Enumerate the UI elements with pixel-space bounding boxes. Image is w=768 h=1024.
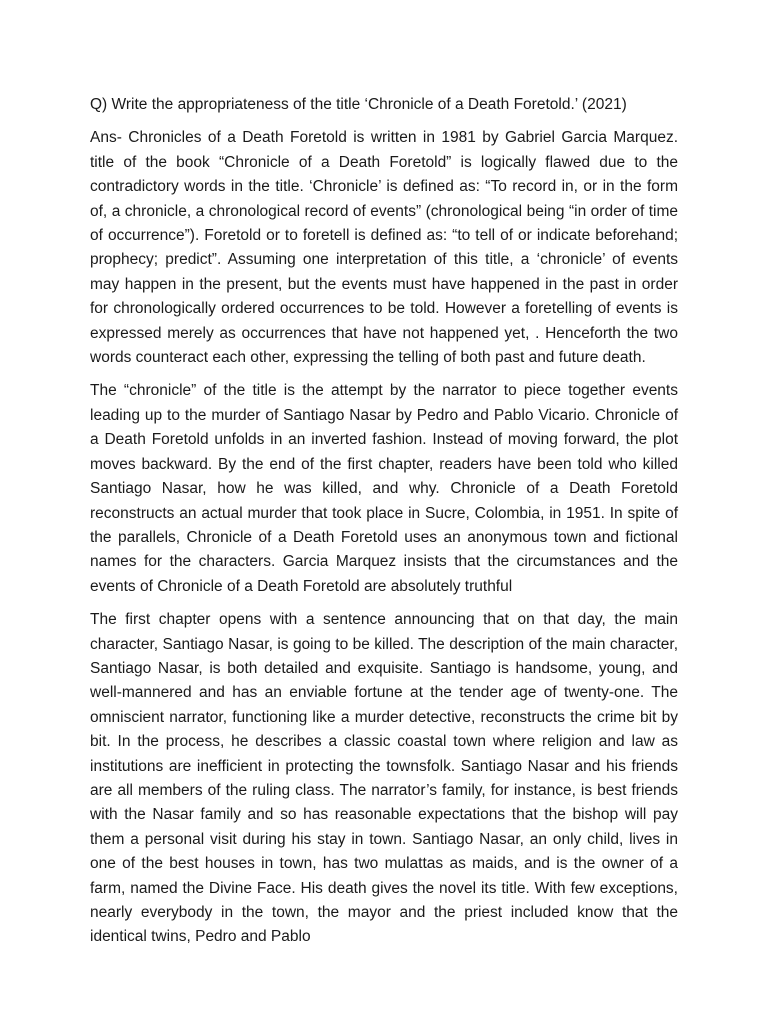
question-heading: Q) Write the appropriateness of the title ‘Chronicle of a Death Foretold.’ (2021)	[90, 96, 627, 113]
answer-paragraph-3: The first chapter opens with a sentence announcing that on that day, the main character, Santiago Nasar, is going to be killed. The description of the main character, Santiago Nasar, is both detailed and exquisite. Santiago is handsome, young, and well-mannered and has an enviable fortune at the tender age of twenty-one. The omniscient narrator, functioning like a murder detective, reconstructs the crime bit by bit. In the process, he describes a classic coastal town where religion and law as institutions are inefficient in protecting the townsfolk. Santiago Nasar and his friends are all members of the ruling class. The narrator’s family, for instance, is best friends with the Nasar family and so has reasonable expectations that the bishop will pay them a personal visit during his stay in town. Santiago Nasar, an only child, lives in one of the best houses in town, has two mulattas as maids, and is the owner of a farm, named the Divine Face. His death gives the novel its title. With few exceptions, nearly everybody in the town, the mayor and the priest included know that the identical twins, Pedro and Pablo	[90, 611, 678, 946]
document-body	[90, 93, 678, 959]
answer-paragraph-1: Ans- Chronicles of a Death Foretold is written in 1981 by Gabriel Garcia Marquez. title of the book “Chronicle of a Death Foretold” is logically flawed due to the contradictory words in the title. ‘Chronicle’ is defined as: “To record in, or in the form of, a chronicle, a chronological record of events” (chronological being “in order of time of occurrence”). Foretold or to foretell is defined as: “to tell of or indicate beforehand; prophecy; predict”. Assuming one interpretation of this title, a ‘chronicle’ of events may happen in the present, but the events must have happened in the past in order for chronologically ordered occurrences to be told. However a foretelling of events is expressed merely as occurrences that have not happened yet, . Henceforth the two words counteract each other, expressing the telling of both past and future death.	[90, 129, 678, 367]
answer-paragraph-2: The “chronicle” of the title is the attempt by the narrator to piece together events leading up to the murder of Santiago Nasar by Pedro and Pablo Vicario. Chronicle of a Death Foretold unfolds in an inverted fashion. Instead of moving forward, the plot moves backward. By the end of the first chapter, readers have been told who killed Santiago Nasar, how he was killed, and why. Chronicle of a Death Foretold reconstructs an actual murder that took place in Sucre, Colombia, in 1951. In spite of the parallels, Chronicle of a Death Foretold uses an anonymous town and fictional names for the characters. Garcia Marquez insists that the circumstances and the events of Chronicle of a Death Foretold are absolutely truthful	[90, 382, 678, 595]
